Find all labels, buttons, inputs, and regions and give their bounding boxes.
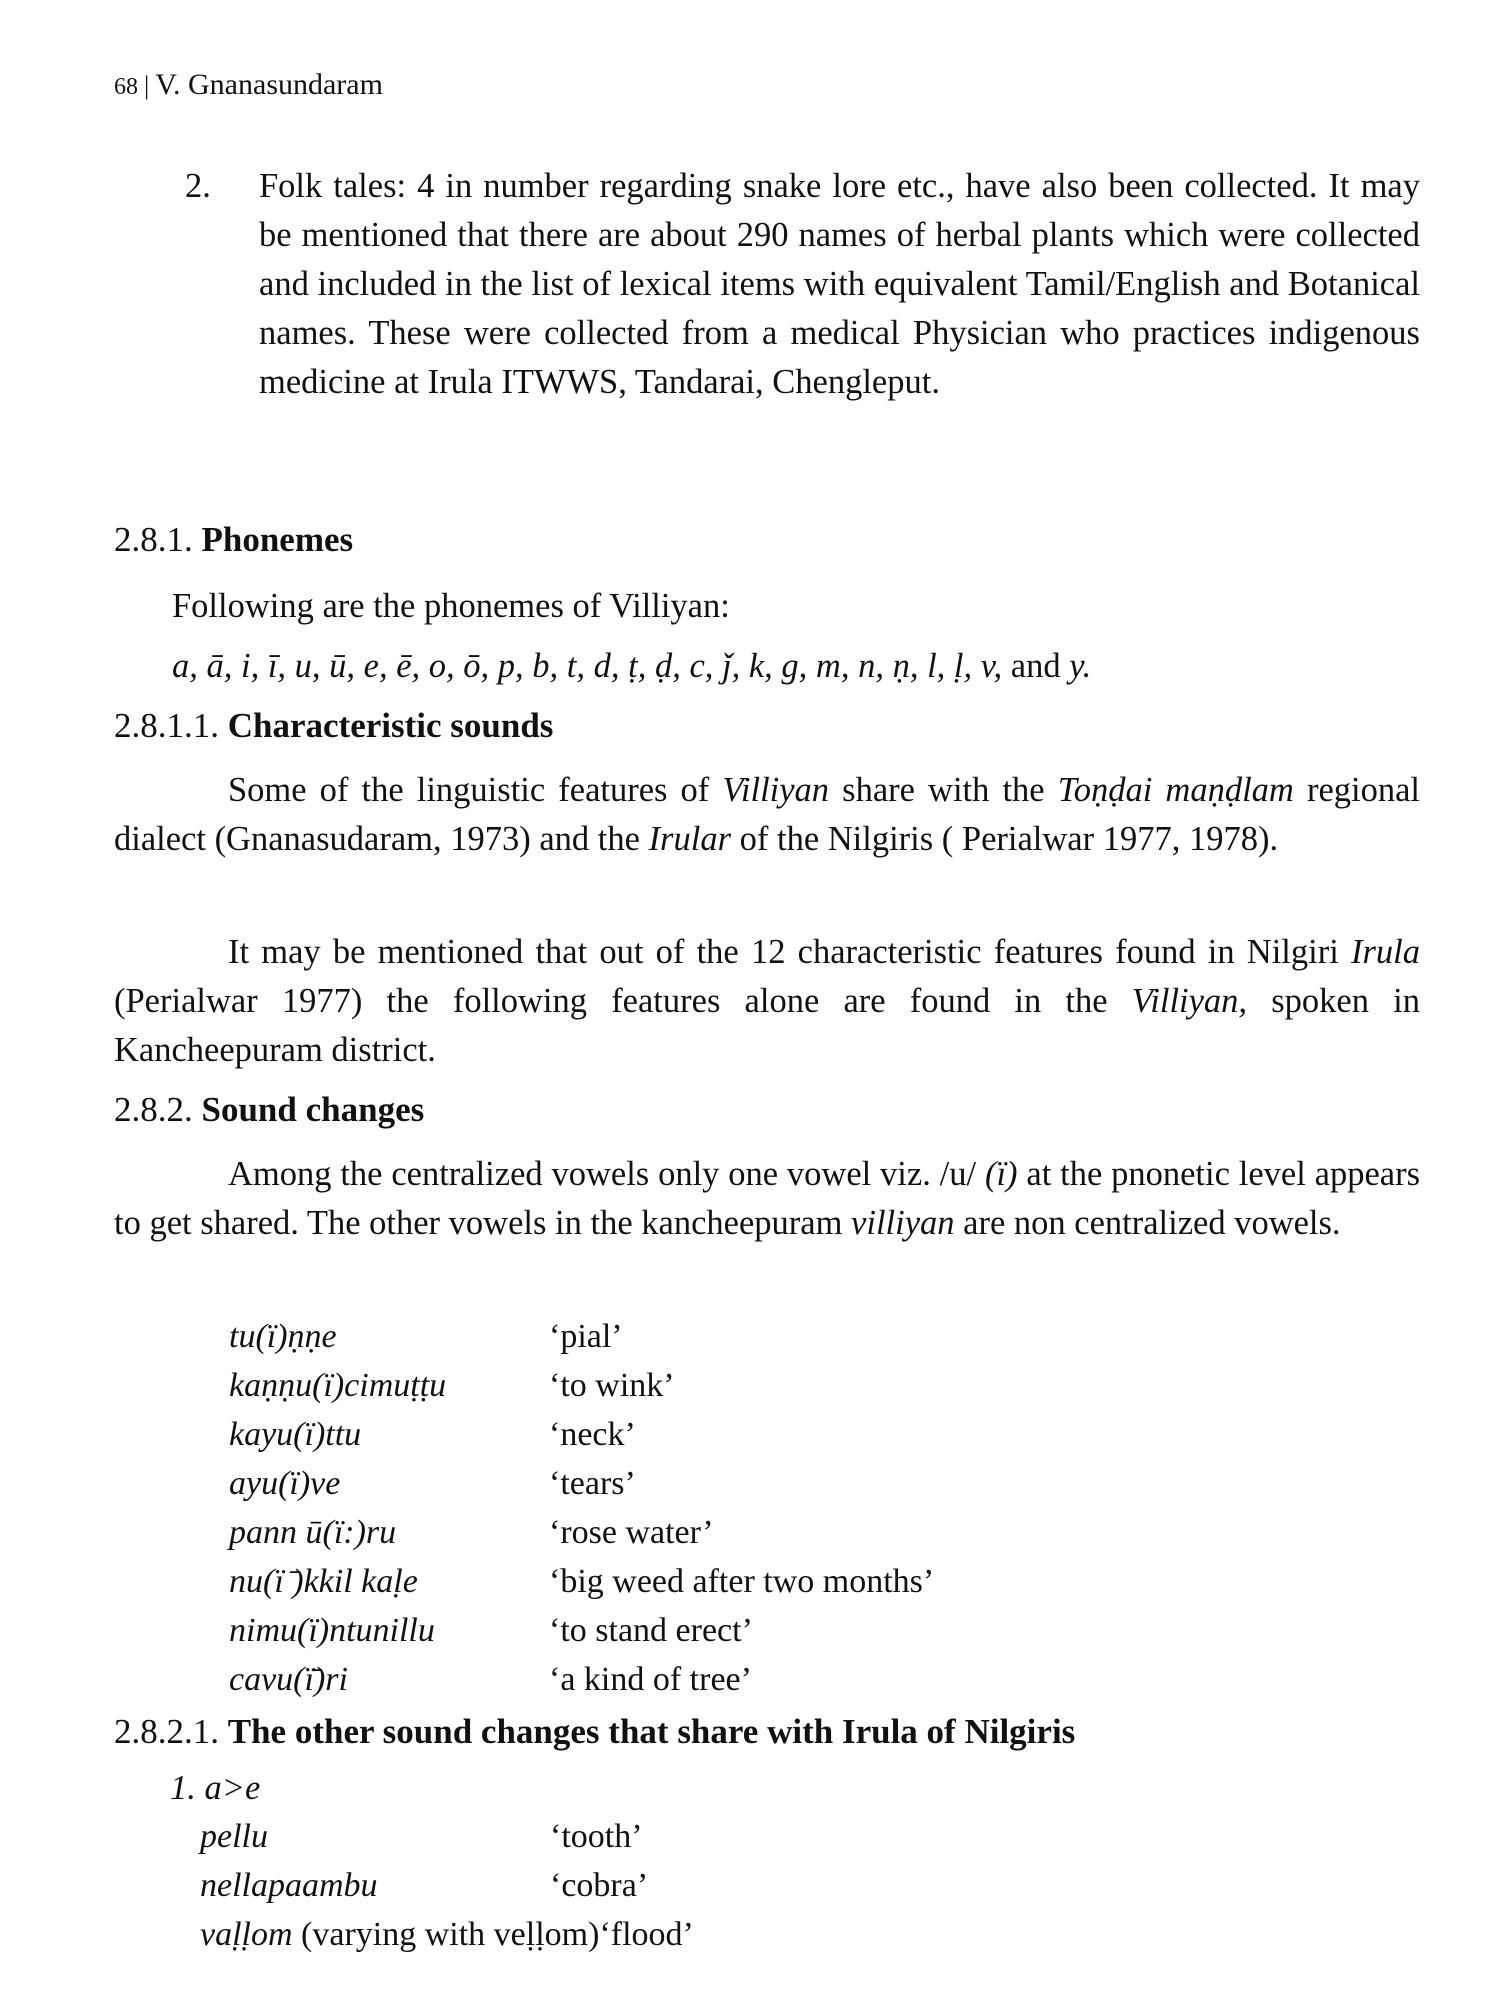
list-item: pellu ‘tooth’ <box>200 1818 643 1855</box>
section-heading-2-8-1 <box>114 520 353 560</box>
list-item: tu(ï)ṇṇe ‘pial’ <box>229 1318 623 1355</box>
list-item: pann ū(ï:)ru ‘rose water’ <box>229 1514 714 1551</box>
list-item-2 <box>185 162 1420 407</box>
list-item: ayu(ï)ve ‘tears’ <box>229 1465 636 1502</box>
phoneme-intro: Following are the phonemes of Villiyan: <box>172 587 730 625</box>
centralized-vowel-examples <box>229 1312 934 1704</box>
running-head-author: V. Gnanasundaram <box>155 68 383 101</box>
section-title: Sound changes <box>201 1090 425 1129</box>
list-item: kayu(ï)ttu ‘neck’ <box>229 1416 636 1453</box>
list-item: cavu(ï̄)ri ‘a kind of tree’ <box>229 1661 752 1698</box>
section-heading-2-8-2-1 <box>114 1712 1075 1752</box>
phoneme-list <box>172 642 1432 691</box>
list-item: nimu(ï)ntunillu ‘to stand erect’ <box>229 1612 753 1649</box>
section-title: Phonemes <box>201 520 354 559</box>
section-number: 2.8.1.1. <box>114 706 219 745</box>
list-item-text: Folk tales: 4 in number regarding snake lore etc., have also been collected. It may be mentioned that there are about 290 names of herbal plants which were collected and included in the list of lexical items with equivalent Tamil/English and Botanical names. These were collected from a medical Physician who practices indigenous medicine at Irula ITWWS, Tandarai, Chengleput. <box>259 167 1420 401</box>
phoneme-inventory: a, ā, i, ī, u, ū, e, ē, o, ō, p, b, t, d, ṭ, ḍ, c, ǰ, k, g, m, n, ṇ, l, ḷ, v, <box>172 647 1003 685</box>
section-number: 2.8.2. <box>114 1090 193 1129</box>
list-item: nellapaambu ‘cobra’ <box>200 1867 649 1904</box>
list-item: nu(ï ̄)kkil kaḷe ‘big weed after two months’ <box>229 1563 935 1600</box>
running-head <box>114 68 383 102</box>
section-number: 2.8.2.1. <box>114 1712 219 1751</box>
list-item-number: 2. <box>185 167 211 205</box>
running-head-separator: | <box>144 71 150 100</box>
sound-rule: 1. a>e <box>170 1769 261 1807</box>
section-title: The other sound changes that share with Irula of Nilgiris <box>227 1712 1076 1751</box>
a-to-e-examples <box>200 1812 694 1959</box>
phoneme-and: and <box>1010 647 1061 685</box>
section-heading-2-8-1-1 <box>114 706 553 746</box>
paragraph-characteristic-2: It may be mentioned that out of the 12 characteristic features found in Nilgiri Irula (Perialwar 1977) the following features alone are found in the Villiyan, spoken in Kancheepuram district. <box>114 933 1420 1069</box>
paragraph-characteristic-1: Some of the linguistic features of Villiyan share with the Toṇḍai maṇḍlam regional dialect (Gnanasudaram, 1973) and the Irular of the Nilgiris ( Perialwar 1977, 1978). <box>114 771 1420 858</box>
section-heading-2-8-2 <box>114 1090 424 1130</box>
page-number: 68 <box>114 74 138 100</box>
section-title: Characteristic sounds <box>227 706 554 745</box>
section-number: 2.8.1. <box>114 520 193 559</box>
phoneme-last: y. <box>1069 647 1092 685</box>
list-item: vaḷḷom (varying with veḷḷom)‘flood’ <box>200 1916 694 1953</box>
paragraph-sound-changes: Among the centralized vowels only one vowel viz. /u/ (ï) at the pnonetic level appears to get shared. The other vowels in the kancheepuram villiyan are non centralized vowels. <box>114 1155 1420 1242</box>
list-item: kaṇṇu(ï)cimuṭṭu ‘to wink’ <box>229 1367 675 1404</box>
